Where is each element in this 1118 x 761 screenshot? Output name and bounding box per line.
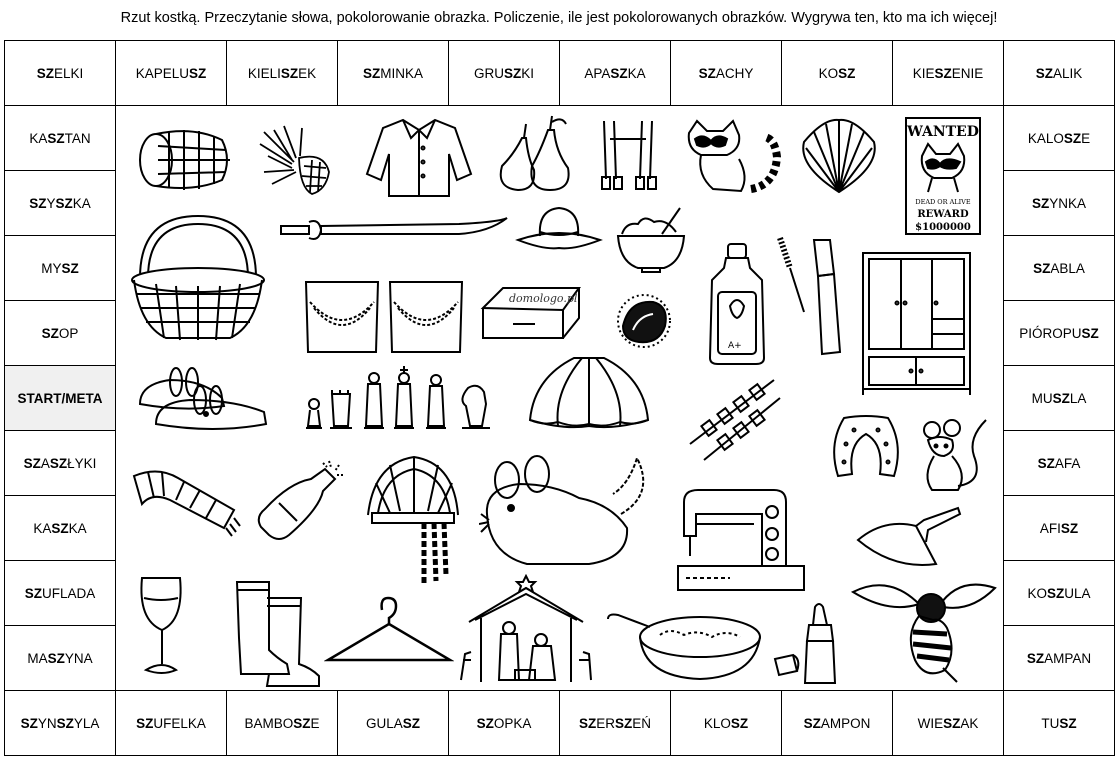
goulash-pan-icon[interactable] xyxy=(604,609,764,684)
bottom-cell[interactable]: WIE SZ AK xyxy=(892,690,1004,756)
champagne-bottle-icon[interactable] xyxy=(249,459,349,544)
left-cell[interactable]: SZ Y SZ KA xyxy=(4,170,116,236)
chinchilla-icon[interactable] xyxy=(479,454,659,574)
right-cell[interactable]: SZ YNKA xyxy=(1003,170,1115,236)
suspenders-icon[interactable] xyxy=(594,119,664,194)
rubber-boots-icon[interactable] xyxy=(229,578,324,690)
mascara-icon[interactable] xyxy=(774,234,844,359)
wanted-poster-icon[interactable] xyxy=(904,116,982,236)
hanger-icon[interactable] xyxy=(324,594,454,669)
mouse-icon[interactable] xyxy=(914,416,994,496)
top-cell[interactable]: KIE SZ ENIE xyxy=(892,40,1004,106)
top-cell[interactable]: KIELI SZ EK xyxy=(226,40,338,106)
wardrobe-icon[interactable] xyxy=(859,249,974,397)
bottom-cell[interactable]: TU SZ xyxy=(1003,690,1115,756)
right-cell[interactable]: SZ ABLA xyxy=(1003,235,1115,301)
top-cell[interactable]: KAPELU SZ xyxy=(115,40,227,106)
right-cell[interactable]: PIÓROPU SZ xyxy=(1003,300,1115,366)
top-cell[interactable]: KO SZ xyxy=(781,40,893,106)
saber-icon[interactable] xyxy=(279,216,509,244)
right-cell[interactable]: KALO SZ E xyxy=(1003,105,1115,171)
left-cell[interactable]: SZ UFLADA xyxy=(4,560,116,626)
top-cell[interactable]: GRU SZ KI xyxy=(448,40,560,106)
shell-icon[interactable] xyxy=(794,116,884,196)
picture-area xyxy=(114,104,1004,691)
skewers-icon[interactable] xyxy=(684,374,784,464)
left-cell[interactable]: MA SZ YNA xyxy=(4,625,116,691)
pockets-icon[interactable] xyxy=(302,278,467,358)
nativity-scene-icon[interactable] xyxy=(459,574,594,686)
bottom-cell[interactable]: BAMBO SZ E xyxy=(226,690,338,756)
raccoon-icon[interactable] xyxy=(679,119,784,199)
shirt-icon[interactable] xyxy=(359,114,479,199)
right-cell[interactable]: KO SZ ULA xyxy=(1003,560,1115,626)
right-cell[interactable]: AFI SZ xyxy=(1003,495,1115,561)
bottom-cell[interactable]: SZ OPKA xyxy=(448,690,560,756)
dustpan-icon[interactable] xyxy=(854,500,964,570)
scarf-icon[interactable] xyxy=(128,464,243,544)
top-cell[interactable]: SZ ELKI xyxy=(4,40,116,106)
game-board xyxy=(4,40,1114,755)
wanted-reward: REWARD xyxy=(917,209,969,220)
shawl-icon[interactable] xyxy=(824,414,909,479)
wanted-title: WANTED xyxy=(907,124,979,140)
wine-glass-icon[interactable] xyxy=(136,574,186,684)
left-cell[interactable]: SZ OP xyxy=(4,300,116,366)
top-cell[interactable]: SZ ACHY xyxy=(670,40,782,106)
instructions: Rzut kostką. Przeczytanie słowa, pokolorowanie obrazka. Policzenie, ile jest pokolorowanych obrazków. Wygrywa ten, kto ma ich więcej! xyxy=(120,10,998,26)
basket-icon[interactable] xyxy=(126,214,271,344)
right-cell[interactable]: SZ AFA xyxy=(1003,430,1115,496)
wanted-subtitle: DEAD OR ALIVE xyxy=(915,198,971,206)
top-cell[interactable]: SZ MINKA xyxy=(337,40,449,106)
pears-icon[interactable] xyxy=(492,114,577,194)
chestnut-icon[interactable] xyxy=(609,286,679,356)
shampoo-label: A+ xyxy=(728,341,742,351)
headdress-icon[interactable] xyxy=(354,449,464,589)
start-meta-cell[interactable]: START/META xyxy=(4,365,116,431)
ham-icon[interactable] xyxy=(134,122,234,194)
bottom-cell[interactable]: GULA SZ xyxy=(337,690,449,756)
top-cell[interactable]: APA SZ KA xyxy=(559,40,671,106)
left-cell[interactable]: KA SZ TAN xyxy=(4,105,116,171)
porridge-bowl-icon[interactable] xyxy=(614,204,689,274)
pine-cone-icon[interactable] xyxy=(254,122,339,197)
top-cell[interactable]: SZ ALIK xyxy=(1003,40,1115,106)
chess-pieces-icon[interactable] xyxy=(302,364,502,434)
left-cell[interactable]: KA SZ KA xyxy=(4,495,116,561)
bottom-cell[interactable]: SZ ER SZ EŃ xyxy=(559,690,671,756)
sewing-machine-icon[interactable] xyxy=(674,484,809,596)
lipstick-icon[interactable] xyxy=(769,599,849,689)
slippers-icon[interactable] xyxy=(134,362,274,437)
bottom-cell[interactable]: SZ YN SZ YLA xyxy=(4,690,116,756)
lampshade-icon[interactable] xyxy=(524,352,654,432)
bottom-cell[interactable]: SZ AMPON xyxy=(781,690,893,756)
watermark: domologo.pl xyxy=(509,292,578,305)
bottom-cell[interactable]: SZ UFELKA xyxy=(115,690,227,756)
hat-icon[interactable] xyxy=(514,204,604,252)
hornet-icon[interactable] xyxy=(849,574,999,686)
left-cell[interactable]: MY SZ xyxy=(4,235,116,301)
wanted-amount: $1000000 xyxy=(915,222,971,233)
shampoo-bottle-icon[interactable] xyxy=(706,242,768,367)
bottom-cell[interactable]: KLO SZ xyxy=(670,690,782,756)
right-cell[interactable]: SZ AMPAN xyxy=(1003,625,1115,691)
left-cell[interactable]: SZ A SZ ŁYKI xyxy=(4,430,116,496)
right-cell[interactable]: MU SZ LA xyxy=(1003,365,1115,431)
